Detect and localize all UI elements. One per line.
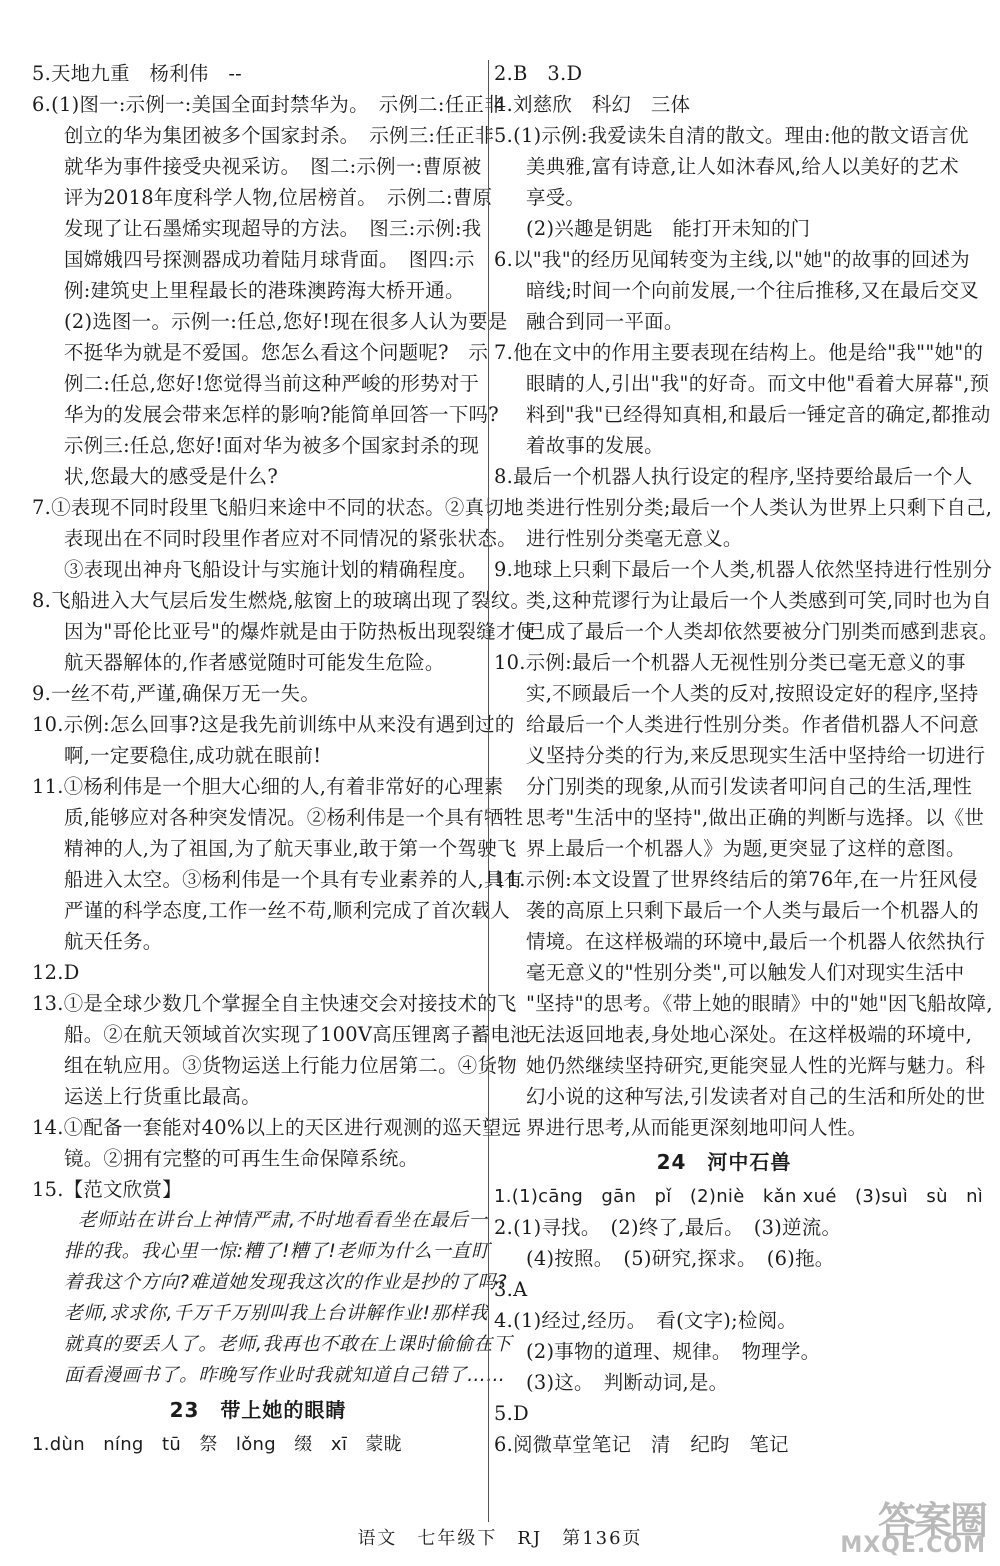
answer-line: 3.A [494, 1278, 528, 1301]
answer-line: (4)按照。 (5)研究,探求。 (6)拖。 [526, 1247, 835, 1270]
answer-line: 评为2018年度科学人物,位居榜首。 示例二:曹原 [64, 186, 493, 209]
answer-line: 6.阅微草堂笔记 清 纪昀 笔记 [494, 1433, 789, 1456]
answer-line: 8.飞船进入大气层后发生燃烧,舷窗上的玻璃出现了裂纹。 [32, 589, 531, 612]
answer-line: (3)这。 判断动词,是。 [526, 1371, 729, 1394]
answer-line: 10.示例:最后一个机器人无视性别分类已毫无意义的事 [494, 651, 966, 674]
answer-line: 类,这种荒谬行为让最后一个人类感到可笑,同时也为自 [526, 589, 992, 612]
answer-line: 1.(1)cāng gān pǐ (2)niè kǎn xué (3)suì sù nì [494, 1186, 984, 1207]
essay-line: 老师,求求你,千万千万别叫我上台讲解作业!那样我 [64, 1303, 489, 1324]
answer-line: 航天任务。 [64, 930, 163, 953]
answer-line: 华为的发展会带来怎样的影响?能简单回答一下吗? [64, 403, 499, 426]
answer-line: 发现了让石墨烯实现超导的方法。 图三:示例:我 [64, 217, 482, 240]
answer-line: 创立的华为集团被多个国家封杀。 示例三:任正非 [64, 124, 495, 147]
answer-line: 表现出在不同时段里作者应对不同情况的紧张状态。 [64, 527, 517, 550]
answer-line: 9.一丝不苟,严谨,确保万无一失。 [32, 682, 321, 705]
column-divider [488, 60, 489, 1522]
answer-line: 例:建筑史上里程最长的港珠澳跨海大桥开通。 [64, 279, 465, 302]
answer-line: 精神的人,为了祖国,为了航天事业,敢于第一个驾驶飞 [64, 837, 517, 860]
answer-line: 6.以"我"的经历见闻转变为主线,以"她"的故事的回述为 [494, 248, 970, 271]
answer-line: 质,能够应对各种突发情况。②杨利伟是一个具有牺牲 [64, 806, 524, 829]
answer-line: 4.刘慈欣 科幻 三体 [494, 93, 691, 116]
answer-line: 船。②在航天领域首次实现了100V高压锂离子蓄电池 [64, 1023, 530, 1046]
answer-line: "坚持"的思考。《带上她的眼睛》中的"她"因飞船故障, [526, 992, 993, 1015]
answer-line: 情境。在这样极端的环境中,最后一个机器人依然执行 [526, 930, 986, 953]
answer-line: 9.地球上只剩下最后一个人类,机器人依然坚持进行性别分 [494, 558, 993, 581]
answer-line: 镜。②拥有完整的可再生生命保障系统。 [64, 1147, 419, 1170]
answer-line: 严谨的科学态度,工作一丝不苟,顺利完成了首次载人 [64, 899, 511, 922]
answer-line: 啊,一定要稳住,成功就在眼前! [64, 744, 322, 767]
answer-line: 4.(1)经过,经历。 看(文字);检阅。 [494, 1309, 798, 1332]
answer-line: 界上最后一个机器人》为题,更突显了这样的意图。 [526, 837, 966, 860]
answer-line: 毫无意义的"性别分类",可以触发人们对现实生活中 [526, 961, 965, 984]
answer-line: 不挺华为就是不爱国。您怎么看这个问题呢? 示 [64, 341, 489, 364]
answer-line: 融合到同一平面。 [526, 310, 684, 333]
answer-line: 享受。 [526, 186, 586, 209]
essay-line: 面看漫画书了。昨晚写作业时我就知道自己错了…… [64, 1365, 506, 1386]
answer-line: 思考"生活中的坚持",做出正确的判断与选择。以《世 [526, 806, 985, 829]
answer-line: 状,您最大的感受是什么? [64, 465, 279, 488]
answer-line: 2.B 3.D [494, 62, 583, 85]
answer-line: 例二:任总,您好!您觉得当前这种严峻的形势对于 [64, 372, 480, 395]
answer-line: 5.(1)示例:我爱读朱自清的散文。理由:他的散文语言优 [494, 124, 969, 147]
watermark-site-text: MXQE.COM [840, 1533, 986, 1558]
answer-line: 美典雅,富有诗意,让人如沐春风,给人以美好的艺术 [526, 155, 959, 178]
answer-line: 暗线;时间一个向前发展,一个往后推移,又在最后交叉 [526, 279, 979, 302]
answer-line: 11.①杨利伟是一个胆大心细的人,有着非常好的心理素 [32, 775, 504, 798]
essay-line: 老师站在讲台上神情严肃,不时地看看坐在最后一 [78, 1210, 488, 1231]
answer-line: 运送上行货重比最高。 [64, 1085, 261, 1108]
answer-line: 类进行性别分类;最后一个人类认为世界上只剩下自己, [526, 496, 993, 519]
answer-line: 组在轨应用。③货物运送上行能力位居第二。④货物 [64, 1054, 517, 1077]
answer-line: 着故事的发展。 [526, 434, 664, 457]
answer-line: 5.D [494, 1402, 529, 1425]
right-column [494, 58, 999, 1460]
answer-line: 界进行思考,从而能更深刻地叩问人性。 [526, 1116, 868, 1139]
answer-line: 示例三:任总,您好!面对华为被多个国家封杀的现 [64, 434, 480, 457]
essay-line: 着我这个方向?难道她发现我这次的作业是抄的了吗? [64, 1272, 508, 1293]
section-title-23: 23 带上她的眼睛 [169, 1398, 347, 1422]
answer-line: 袭的高原上只剩下最后一个人类与最后一个机器人的 [526, 899, 979, 922]
answer-line: ③表现出神舟飞船设计与实施计划的精确程度。 [64, 558, 478, 581]
essay-line: 排的我。我心里一惊:糟了!糟了!老师为什么一直盯 [64, 1241, 491, 1262]
answer-line: 15.【范文欣赏】 [32, 1178, 182, 1201]
essay-line: 就真的要丢人了。老师,我再也不敢在上课时偷偷在下 [64, 1334, 512, 1355]
section-title-24: 24 河中石兽 [656, 1150, 792, 1174]
answer-line: (2)兴趣是钥匙 能打开未知的门 [526, 217, 811, 240]
answer-line: 1.dùn níng tū 祭 lǒng 缀 xī 蒙眬 [32, 1434, 403, 1455]
answer-line: 5.天地九重 杨利伟 -- [32, 62, 243, 85]
answer-line: 她仍然继续坚持研究,更能突显人性的光辉与魅力。科 [526, 1054, 986, 1077]
answer-line: 13.①是全球少数几个掌握全自主快速交会对接技术的飞 [32, 992, 517, 1015]
answer-line: 船进入太空。③杨利伟是一个具有专业素养的人,具有 [64, 868, 524, 891]
answer-line: (2)选图一。示例一:任总,您好!现在很多人认为要是 [64, 310, 508, 333]
watermark-logo-text: 答案圈 [877, 1499, 986, 1543]
answer-line: 因为"哥伦比亚号"的爆炸就是由于防热板出现裂缝才使 [64, 620, 536, 643]
answer-line: 航天器解体的,作者感觉随时可能发生危险。 [64, 651, 445, 674]
answer-line: 7.他在文中的作用主要表现在结构上。他是给"我""她"的 [494, 341, 984, 364]
answer-line: 己成了最后一个人类却依然要被分门别类而感到悲哀。 [526, 620, 999, 643]
answer-line: 11.示例:本文设置了世界终结后的第76年,在一片狂风侵 [494, 868, 978, 891]
answer-line: (2)事物的道理、规律。 物理学。 [526, 1340, 821, 1363]
answer-line: 12.D [32, 961, 80, 984]
answer-line: 就华为事件接受央视采访。 图二:示例一:曹原被 [64, 155, 482, 178]
answer-line: 眼睛的人,引出"我"的好奇。而文中他"看着大屏幕",预 [526, 372, 990, 395]
answer-line: 料到"我"已经得知真相,和最后一锤定音的确定,都推动 [526, 403, 991, 426]
page-footer: 语文 七年级下 RJ 第136页 [357, 1528, 643, 1549]
answer-line: 给最后一个人类进行性别分类。作者借机器人不问意 [526, 713, 979, 736]
answer-line: 实,不顾最后一个人类的反对,按照设定好的程序,坚持 [526, 682, 979, 705]
answer-line: 14.①配备一套能对40%以上的天区进行观测的巡天望远 [32, 1116, 522, 1139]
answer-line: 8.最后一个机器人执行设定的程序,坚持要给最后一个人 [494, 465, 973, 488]
answer-line: 2.(1)寻找。 (2)终了,最后。 (3)逆流。 [494, 1216, 842, 1239]
answer-line: 6.(1)图一:示例一:美国全面封禁华为。 示例二:任正非 [32, 93, 504, 116]
answer-line: 10.示例:怎么回事?这是我先前训练中从来没有遇到过的 [32, 713, 515, 736]
answer-line: 7.①表现不同时段里飞船归来途中不同的状态。②真切地 [32, 496, 524, 519]
answer-line: 国嫦娥四号探测器成功着陆月球背面。 图四:示 [64, 248, 475, 271]
answer-line: 义坚持分类的行为,来反思现实生活中坚持给一切进行 [526, 744, 986, 767]
answer-line: 分门别类的现象,从而引发读者叩问自己的生活,理性 [526, 775, 973, 798]
answer-line: 幻小说的这种写法,引发读者对自己的生活和所处的世 [526, 1085, 986, 1108]
answer-line: 无法返回地表,身处地心深处。在这样极端的环境中, [526, 1023, 973, 1046]
answer-line: 进行性别分类毫无意义。 [526, 527, 743, 550]
watermark-logo [832, 1490, 992, 1560]
